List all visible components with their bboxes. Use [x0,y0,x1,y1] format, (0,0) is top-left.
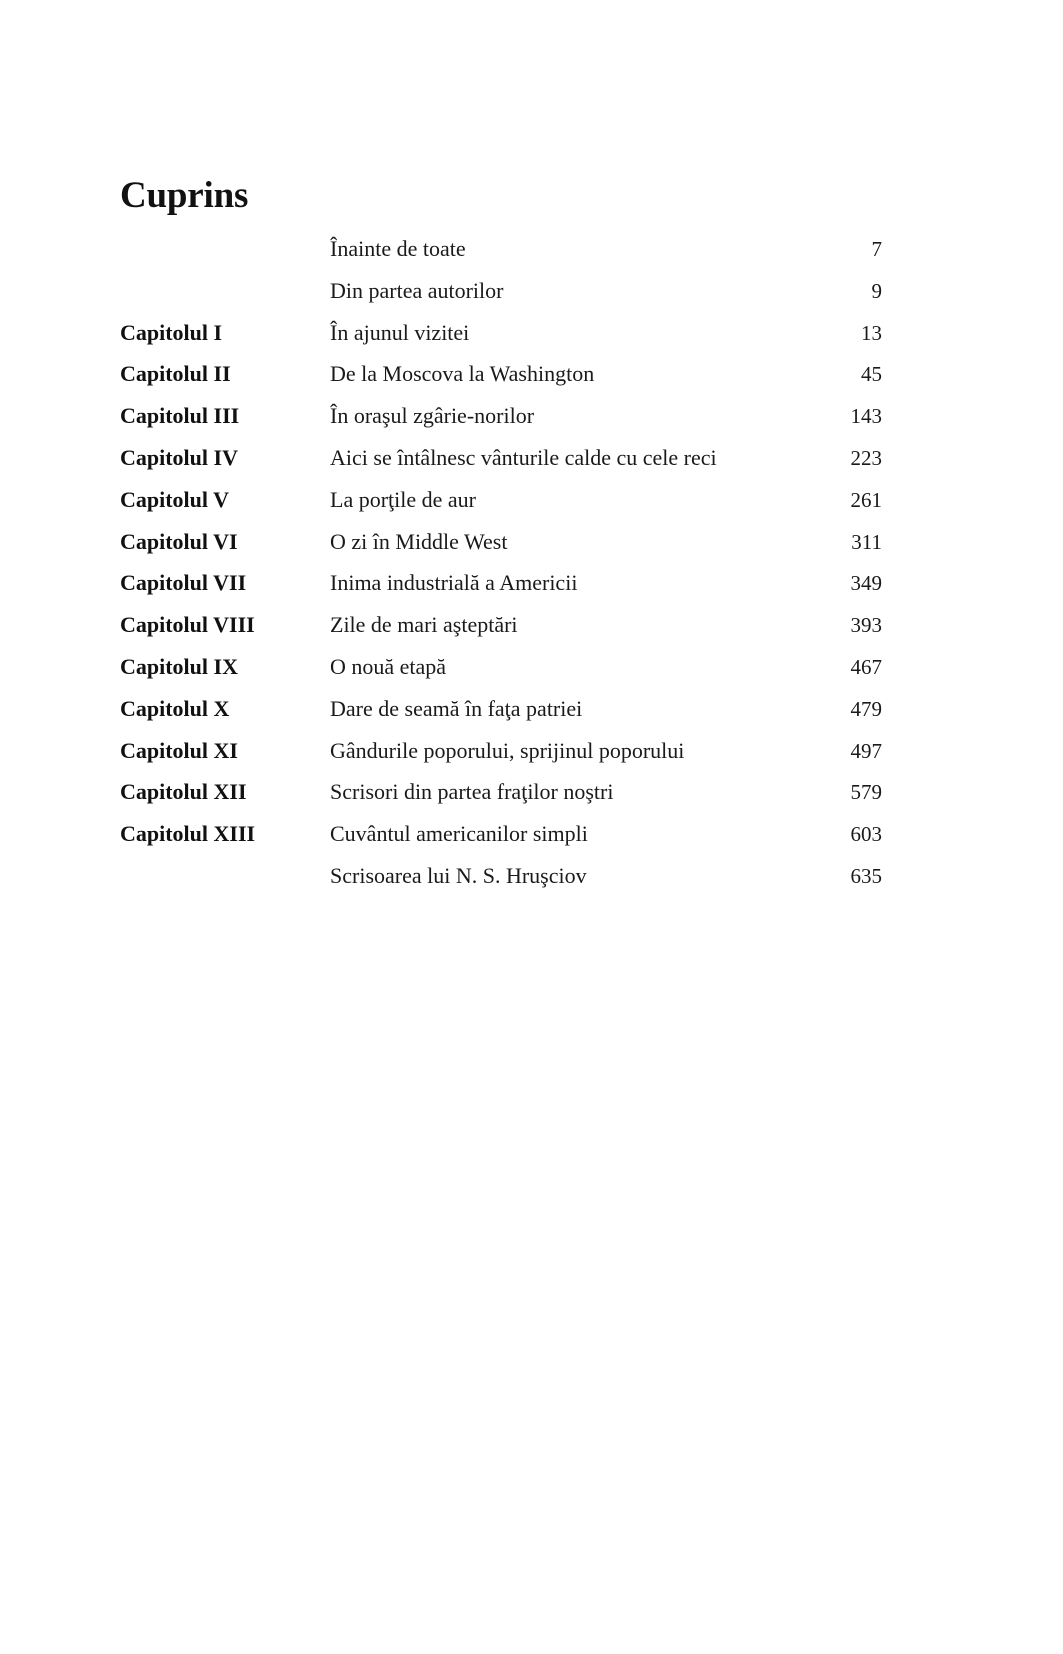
toc-entry-page-number: 603 [850,822,882,847]
toc-entry[interactable] [120,863,882,905]
table-of-contents [120,236,882,905]
toc-entry[interactable] [120,320,882,362]
toc-entry[interactable] [120,738,882,780]
toc-entry-chapter: Capitolul V [120,486,230,512]
page-title: Cuprins [120,174,249,216]
toc-entry-chapter: Capitolul IX [120,653,238,679]
toc-entry-chapter: Capitolul III [120,403,240,429]
toc-entry-title: În ajunul vizitei [330,319,470,345]
toc-entry[interactable] [120,445,882,487]
toc-entry-title: Scrisori din partea fraţilor noştri [330,779,614,805]
toc-entry-title: În oraşul zgârie-norilor [330,403,535,429]
toc-entry[interactable] [120,236,882,278]
toc-entry-page-number: 635 [850,863,882,888]
toc-entry-chapter: Capitolul VI [120,528,238,554]
toc-entry-chapter: Capitolul XII [120,779,247,805]
toc-entry-page-number: 311 [851,529,882,554]
toc-entry-page-number: 467 [850,654,882,679]
toc-entry-page-number: 9 [871,278,882,303]
toc-entry[interactable] [120,403,882,445]
toc-entry-chapter: Capitolul I [120,319,223,345]
toc-entry-title: Înainte de toate [330,236,466,261]
toc-entry-chapter: Capitolul VIII [120,612,255,638]
toc-entry-title: Scrisoarea lui N. S. Hruşciov [330,862,587,888]
toc-entry[interactable] [120,361,882,403]
toc-entry[interactable] [120,779,882,821]
toc-entry[interactable] [120,487,882,529]
toc-entry-title: O zi în Middle West [330,528,508,554]
toc-entry[interactable] [120,612,882,654]
toc-entry[interactable] [120,278,882,320]
toc-entry-title: Dare de seamă în faţa patriei [330,695,583,721]
toc-entry-page-number: 393 [850,613,882,638]
toc-entry-title: Din partea autorilor [330,277,504,303]
toc-entry-page-number: 579 [850,780,882,805]
toc-entry-page-number: 223 [850,445,882,470]
toc-entry-page-number: 13 [861,320,882,345]
toc-entry-title: Gândurile poporului, sprijinul poporului [330,737,685,763]
toc-entry-chapter: Capitolul VII [120,570,247,596]
toc-entry-title: Aici se întâlnesc vânturile calde cu cele reci [330,444,717,470]
toc-entry-chapter: Capitolul II [120,361,231,387]
toc-entry-title: Cuvântul americanilor simpli [330,821,588,847]
toc-entry-chapter: Capitolul X [120,695,230,721]
toc-entry[interactable] [120,654,882,696]
toc-entry-chapter: Capitolul XIII [120,821,256,847]
toc-entry-title: Zile de mari aşteptări [330,612,518,638]
toc-entry-page-number: 45 [861,362,882,387]
toc-entry-page-number: 349 [850,571,882,596]
toc-entry-page-number: 497 [850,738,882,763]
toc-entry[interactable] [120,696,882,738]
toc-entry-title: De la Moscova la Washington [330,361,595,387]
toc-entry-title: La porţile de aur [330,486,476,512]
toc-entry-chapter: Capitolul IV [120,444,238,470]
toc-entry-page-number: 479 [850,696,882,721]
toc-entry[interactable] [120,570,882,612]
toc-entry-title: O nouă etapă [330,653,447,679]
toc-entry-page-number: 7 [871,237,882,261]
toc-entry-page-number: 143 [850,404,882,429]
toc-entry[interactable] [120,821,882,863]
toc-entry-chapter: Capitolul XI [120,737,238,763]
toc-entry[interactable] [120,529,882,571]
toc-entry-page-number: 261 [850,487,882,512]
toc-entry-title: Inima industrială a Americii [330,570,578,596]
